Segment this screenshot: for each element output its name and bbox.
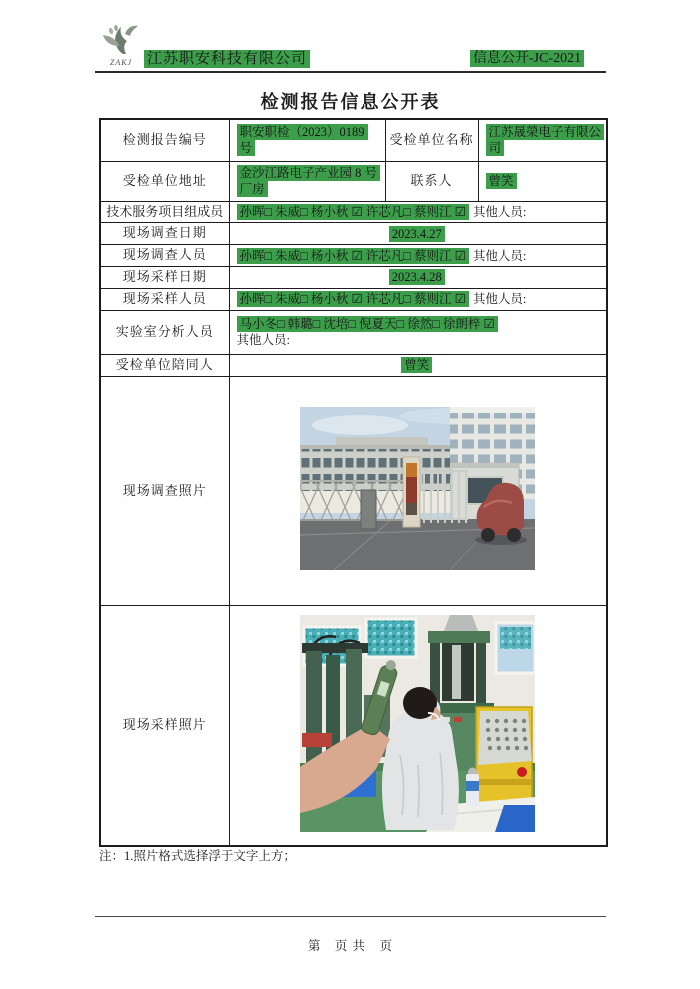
table-row (100, 289, 607, 311)
team-others-label: 其他人员: (472, 204, 527, 219)
company-name: 江苏职安科技有限公司 (144, 47, 310, 68)
unit-name-value: 江苏晟榮电子有限公司 (478, 119, 607, 161)
page-title: 检测报告信息公开表 (260, 92, 441, 112)
team-members-value (229, 201, 607, 223)
escort-value: 曾笑 (229, 354, 607, 376)
table-row (100, 376, 607, 605)
sampling-date-label: 现场采样日期 (100, 267, 229, 289)
survey-date-label: 现场调查日期 (100, 223, 229, 245)
footer-rule (95, 916, 606, 917)
sampling-staff-checkboxes: 孙晖□ 朱威□ 杨小秋 ☑ 许芯凡□ 蔡则江 ☑ (237, 291, 469, 307)
lab-staff-checkboxes: 马小冬□ 韩璐□ 沈培□ 倪夏天□ 徐然□ 徐朗梓 ☑ (237, 316, 498, 332)
sampling-photo-label: 现场采样照片 (100, 605, 229, 846)
table-row (100, 201, 607, 223)
footer-page-text: 第 页 共 页 (307, 939, 394, 953)
survey-staff-label: 现场调查人员 (100, 245, 229, 267)
survey-photo-label: 现场调查照片 (100, 376, 229, 605)
table-row (100, 223, 607, 245)
disclosure-form-table (99, 118, 608, 847)
survey-photo-cell (229, 376, 607, 605)
lab-others-label: 其他人员: (236, 333, 290, 348)
lab-staff-label: 实验室分析人员 (100, 310, 229, 354)
team-members-checkboxes: 孙晖□ 朱威□ 杨小秋 ☑ 许芯凡□ 蔡则江 ☑ (237, 204, 469, 220)
note-text: 注：1.照片格式选择浮于文字上方； (99, 849, 296, 863)
survey-date-value: 2023.4.27 (229, 223, 607, 245)
report-no-label: 检测报告编号 (100, 119, 229, 161)
logo-text: ZAKJ (109, 58, 133, 67)
sampling-staff-label: 现场采样人员 (100, 289, 229, 311)
survey-others-label: 其他人员: (472, 248, 527, 263)
doc-code: 信息公开-JC-2021 (470, 47, 584, 67)
survey-staff-value (229, 245, 607, 267)
company-logo (97, 24, 145, 67)
table-row (100, 605, 607, 846)
sampling-photo-cell (229, 605, 607, 846)
company-logo-icon (99, 24, 143, 58)
table-row (100, 119, 607, 161)
unit-name-label: 受检单位名称 (385, 119, 478, 161)
table-row (100, 161, 607, 201)
escort-label: 受检单位陪同人 (100, 354, 229, 376)
contact-label: 联系人 (385, 161, 478, 201)
sampling-others-label: 其他人员: (472, 292, 527, 307)
table-row (100, 354, 607, 376)
team-label: 技术服务项目组成员 (100, 201, 229, 223)
table-row (100, 245, 607, 267)
site-sampling-photo (300, 615, 535, 832)
sampling-date-value: 2023.4.28 (229, 267, 607, 289)
table-row (100, 267, 607, 289)
unit-addr-value: 金沙江路电子产业园 8 号厂房 (229, 161, 385, 201)
site-survey-photo (300, 407, 535, 570)
header-rule (95, 71, 606, 73)
table-row (100, 310, 607, 354)
unit-addr-label: 受检单位地址 (100, 161, 229, 201)
contact-value: 曾笑 (478, 161, 607, 201)
lab-staff-value (229, 310, 607, 354)
sampling-staff-value (229, 289, 607, 311)
survey-staff-checkboxes: 孙晖□ 朱威□ 杨小秋 ☑ 许芯凡□ 蔡则江 ☑ (237, 248, 469, 264)
report-no-value: 职安职检（2023）0189 号 (229, 119, 385, 161)
